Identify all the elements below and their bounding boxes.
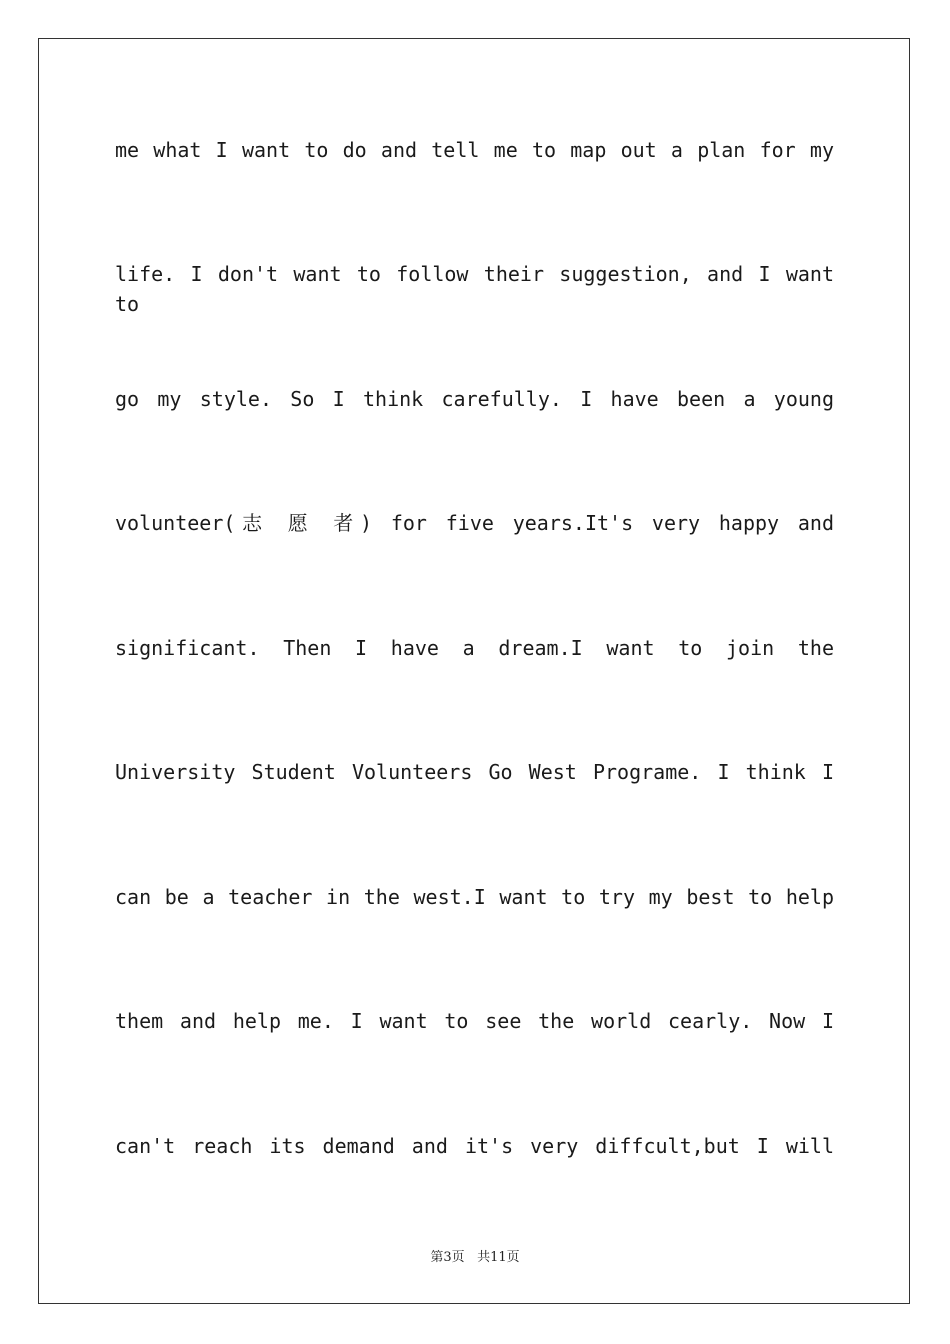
page-footer xyxy=(0,1246,950,1265)
text-line: go my style. So I think carefully. I have been a young xyxy=(115,387,834,411)
text-line: significant. Then I have a dream.I want to join the xyxy=(115,636,834,660)
text-line: me what I want to do and tell me to map out a plan for my xyxy=(115,138,834,162)
text-line: them and help me. I want to see the world cearly. Now I xyxy=(115,1009,834,1033)
text-line: volunteer(志 愿 者) for five years.It's very happy and xyxy=(115,511,834,535)
page-number: 第3页 xyxy=(430,1250,465,1265)
text-line: can be a teacher in the west.I want to try my best to help xyxy=(115,885,834,909)
text-line: can't reach its demand and it's very diffcult,but I will xyxy=(115,1134,834,1158)
page-total: 共11页 xyxy=(477,1250,520,1265)
page-border xyxy=(38,38,910,1304)
text-line: life. I don't want to follow their suggestion, and I want to xyxy=(115,262,834,316)
text-line: University Student Volunteers Go West Programe. I think I xyxy=(115,760,834,784)
